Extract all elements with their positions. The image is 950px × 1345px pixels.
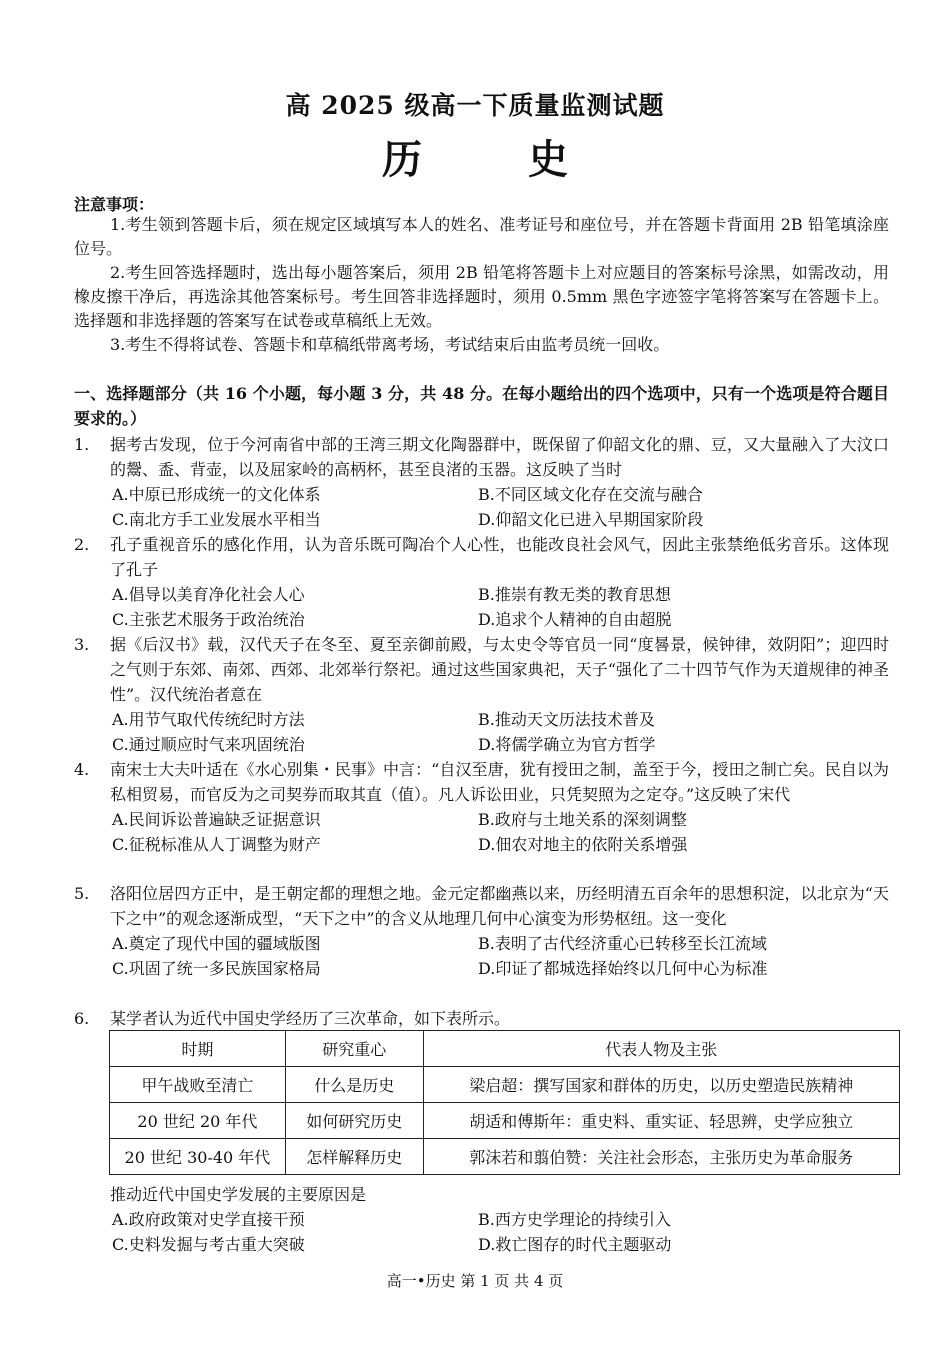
option-b: B.西方史学理论的持续引入: [478, 1210, 671, 1229]
table-header-cell: 时期: [110, 1031, 286, 1067]
table-cell: 20 世纪 20 年代: [110, 1103, 286, 1139]
table-cell: 郭沫若和翦伯赞：关注社会形态，主张历史为革命服务: [423, 1139, 899, 1175]
question-stem: 洛阳位居四方正中，是王朝定都的理想之地。金元定都幽燕以来，历经明清五百余年的思想积淀，以北京为“天下之中”的观念逐渐成型，“天下之中”的含义从地理几何中心演变为形势枢纽。这一变化: [110, 884, 889, 928]
table-cell: 甲午战败至清亡: [110, 1067, 286, 1103]
question-6-continued: [74, 1182, 889, 1257]
question-stem: 南宋士大夫叶适在《水心别集・民事》中言：“自汉至唐，犹有授田之制，盖至于今，授田之制亡矣。民自以为私相贸易，而官反为之司契券而取其直（值）。凡人诉讼田业，只凭契照为之定夺。”这反映了宋代: [110, 760, 889, 804]
option-a: A.奠定了现代中国的疆域版图: [112, 934, 321, 953]
option-c: C.征税标准从人丁调整为财产: [112, 835, 321, 854]
options: [112, 482, 889, 532]
table-cell: 梁启超：撰写国家和群体的历史，以历史塑造民族精神: [423, 1067, 899, 1103]
option-c: C.南北方手工业发展水平相当: [112, 510, 321, 529]
question-6: [74, 1006, 889, 1031]
table-cell: 如何研究历史: [285, 1103, 423, 1139]
page-footer: 高一•历史 第 1 页 共 4 页: [386, 1272, 564, 1290]
subject-title: 历 史: [382, 136, 614, 183]
option-d: D.仰韶文化已进入早期国家阶段: [478, 510, 704, 529]
option-d: D.救亡图存的时代主题驱动: [478, 1235, 672, 1254]
option-b: B.政府与土地关系的深刻调整: [478, 810, 687, 829]
section-heading: 一、选择题部分（共 16 个小题，每小题 3 分，共 48 分。在每小题给出的四个选项中，只有一个选项是符合题目要求的。）: [74, 384, 889, 428]
option-d: D.佃农对地主的依附关系增强: [478, 835, 688, 854]
option-b: B.不同区域文化存在交流与融合: [478, 485, 703, 504]
table-header-cell: 代表人物及主张: [423, 1031, 899, 1067]
option-a: A.中原已形成统一的文化体系: [112, 485, 321, 504]
option-b: B.表明了古代经济重心已转移至长江流域: [478, 934, 767, 953]
question-number: 6.: [74, 1009, 90, 1028]
question-number: 3.: [74, 635, 90, 654]
exam-title: 高 2025 级高一下质量监测试题: [285, 91, 665, 120]
question-3: [74, 632, 889, 757]
question-number: 1.: [74, 435, 90, 454]
table-row: [110, 1139, 900, 1175]
question-prompt: 推动近代中国史学发展的主要原因是: [110, 1185, 367, 1204]
options: [112, 582, 889, 632]
question-1: [74, 432, 889, 532]
notice-item-3: 3.考生不得将试卷、答题卡和草稿纸带离考场，考试结束后由监考员统一回收。: [110, 335, 670, 354]
question-4: [74, 757, 889, 857]
option-c: C.史料发掘与考古重大突破: [112, 1235, 305, 1254]
option-a: A.民间诉讼普遍缺乏证据意识: [112, 810, 321, 829]
option-c: C.主张艺术服务于政治统治: [112, 610, 305, 629]
option-b: B.推崇有教无类的教育思想: [478, 585, 671, 604]
option-a: A.政府政策对史学直接干预: [112, 1210, 305, 1229]
question-number: 2.: [74, 535, 90, 554]
table-cell: 20 世纪 30-40 年代: [110, 1139, 286, 1175]
option-c: C.通过顺应时气来巩固统治: [112, 735, 305, 754]
option-d: D.追求个人精神的自由超脱: [478, 610, 672, 629]
notice-item-1: 1.考生领到答题卡后，须在规定区域填写本人的姓名、准考证号和座位号，并在答题卡背面用 2B 铅笔填涂座位号。: [74, 215, 889, 258]
option-c: C.巩固了统一多民族国家格局: [112, 959, 321, 978]
question-stem: 孔子重视音乐的感化作用，认为音乐既可陶冶个人心性，也能改良社会风气，因此主张禁绝低劣音乐。这体现了孔子: [110, 535, 889, 579]
table-cell: 什么是历史: [285, 1067, 423, 1103]
option-b: B.推动天文历法技术普及: [478, 710, 655, 729]
table-row: [110, 1067, 900, 1103]
table-cell: 胡适和傅斯年：重史料、重实证、轻思辨，史学应独立: [423, 1103, 899, 1139]
option-a: A.用节气取代传统纪时方法: [112, 710, 305, 729]
question-number: 4.: [74, 760, 90, 779]
question-5: [74, 881, 889, 981]
table-cell: 怎样解释历史: [285, 1139, 423, 1175]
option-d: D.印证了都城选择始终以几何中心为标准: [478, 959, 768, 978]
question-stem: 某学者认为近代中国史学经历了三次革命，如下表所示。: [110, 1009, 511, 1028]
options: [112, 707, 889, 757]
question-stem: 据《后汉书》载，汉代天子在冬至、夏至亲御前殿，与太史令等官员一同“度晷景，候钟律，效阴阳”；迎四时之气则于东郊、南郊、西郊、北郊举行祭祀。通过这些国家典祀，天子“强化了二十四节气作为天道规律的神圣性”。汉代统治者意在: [110, 635, 889, 704]
table-row: [110, 1103, 900, 1139]
option-d: D.将儒学确立为官方哲学: [478, 735, 656, 754]
options: [112, 1207, 889, 1257]
option-a: A.倡导以美育净化社会人心: [112, 585, 305, 604]
question-number: 5.: [74, 884, 90, 903]
historiography-table: [109, 1030, 900, 1175]
notice-item-2: 2.考生回答选择题时，选出每小题答案后，须用 2B 铅笔将答题卡上对应题目的答案标号涂黑，如需改动，用橡皮擦干净后，再选涂其他答案标号。考生回答非选择题时，须用 0.5mm 黑色字迹签字笔将答案写在答题卡上。选择题和非选择题的答案写在试卷或草稿纸上无效。: [74, 263, 889, 330]
notice-heading: 注意事项：: [74, 195, 155, 214]
options: [112, 931, 889, 981]
options: [112, 807, 889, 857]
table-header-cell: 研究重心: [285, 1031, 423, 1067]
question-2: [74, 532, 889, 632]
table-header-row: [110, 1031, 900, 1067]
question-stem: 据考古发现，位于今河南省中部的王湾三期文化陶器群中，既保留了仰韶文化的鼎、豆，又大量融入了大汶口的鬶、盉、背壶，以及屈家岭的高柄杯，甚至良渚的玉器。这反映了当时: [110, 435, 889, 479]
